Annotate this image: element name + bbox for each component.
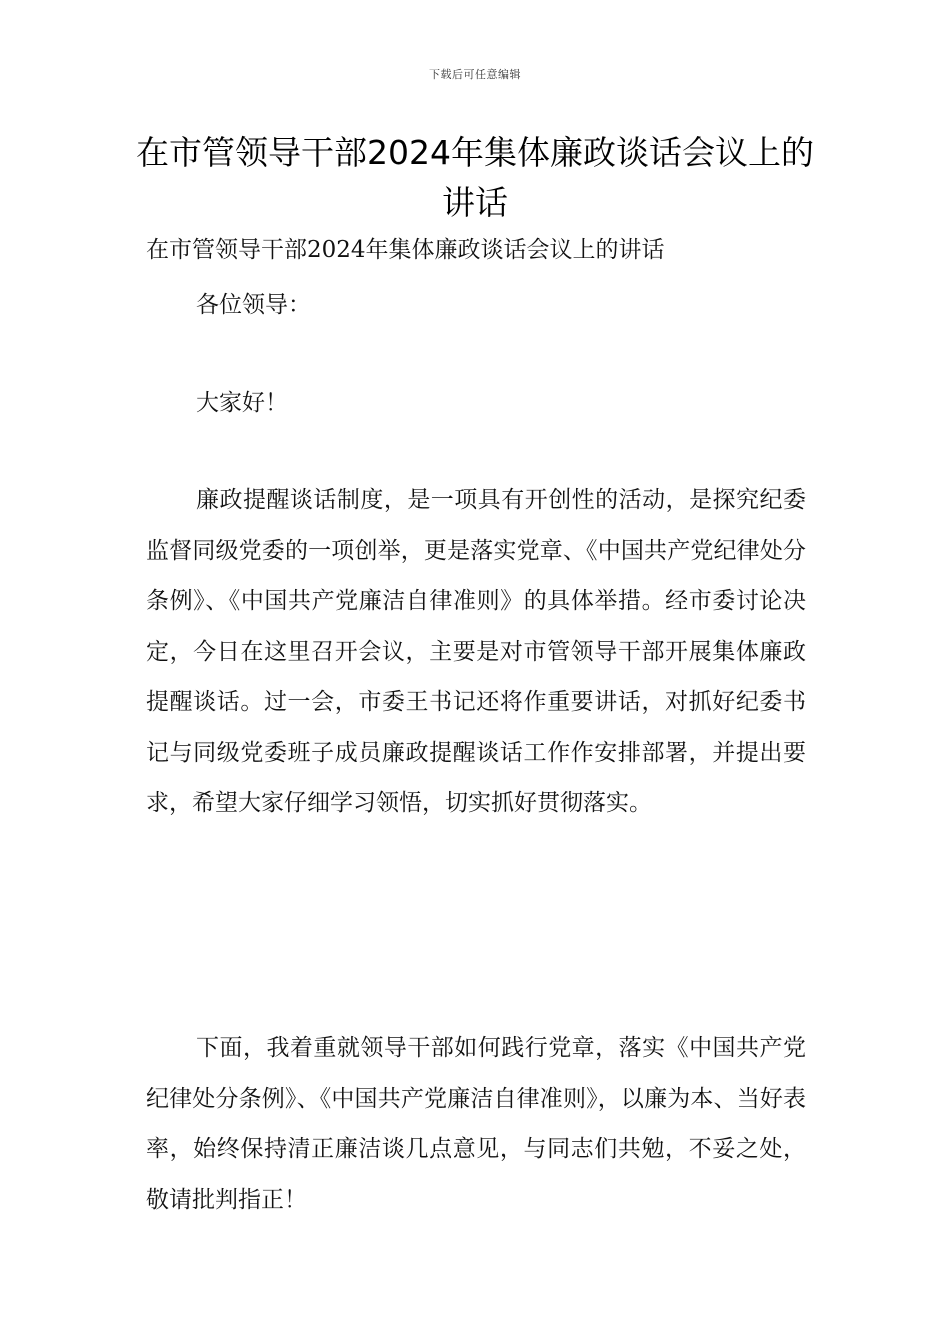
greeting: 大家好！ bbox=[196, 390, 288, 416]
document-subtitle: 在市管领导干部2024年集体廉政谈话会议上的讲话 bbox=[146, 237, 665, 263]
header-note: 下载后可任意编辑 bbox=[429, 68, 521, 81]
document-title: 在市管领导干部2024年集体廉政谈话会议上的讲话 bbox=[136, 133, 814, 222]
body-paragraph: 廉政提醒谈话制度，是一项具有开创性的活动，是探究纪委监督同级党委的一项创举，更是落实党章、《中国共产党纪律处分条例》、《中国共产党廉洁自律准则》的具体举措。经市委讨论决定，今日在这里召开会议，主要是对市管领导干部开展集体廉政提醒谈话。过一会，市委王书记还将作重要讲话，对抓好纪委书记与同级党委班子成员廉政提醒谈话工作作安排部署，并提出要求，希望大家仔细学习领悟，切实抓好贯彻落实。 bbox=[146, 487, 806, 816]
salutation: 各位领导： bbox=[196, 292, 311, 318]
body-paragraph: 下面，我着重就领导干部如何践行党章，落实《中国共产党纪律处分条例》、《中国共产党廉洁自律准则》，以廉为本、当好表率，始终保持清正廉洁谈几点意见，与同志们共勉，不妥之处，敬请批判指正！ bbox=[146, 1035, 806, 1213]
